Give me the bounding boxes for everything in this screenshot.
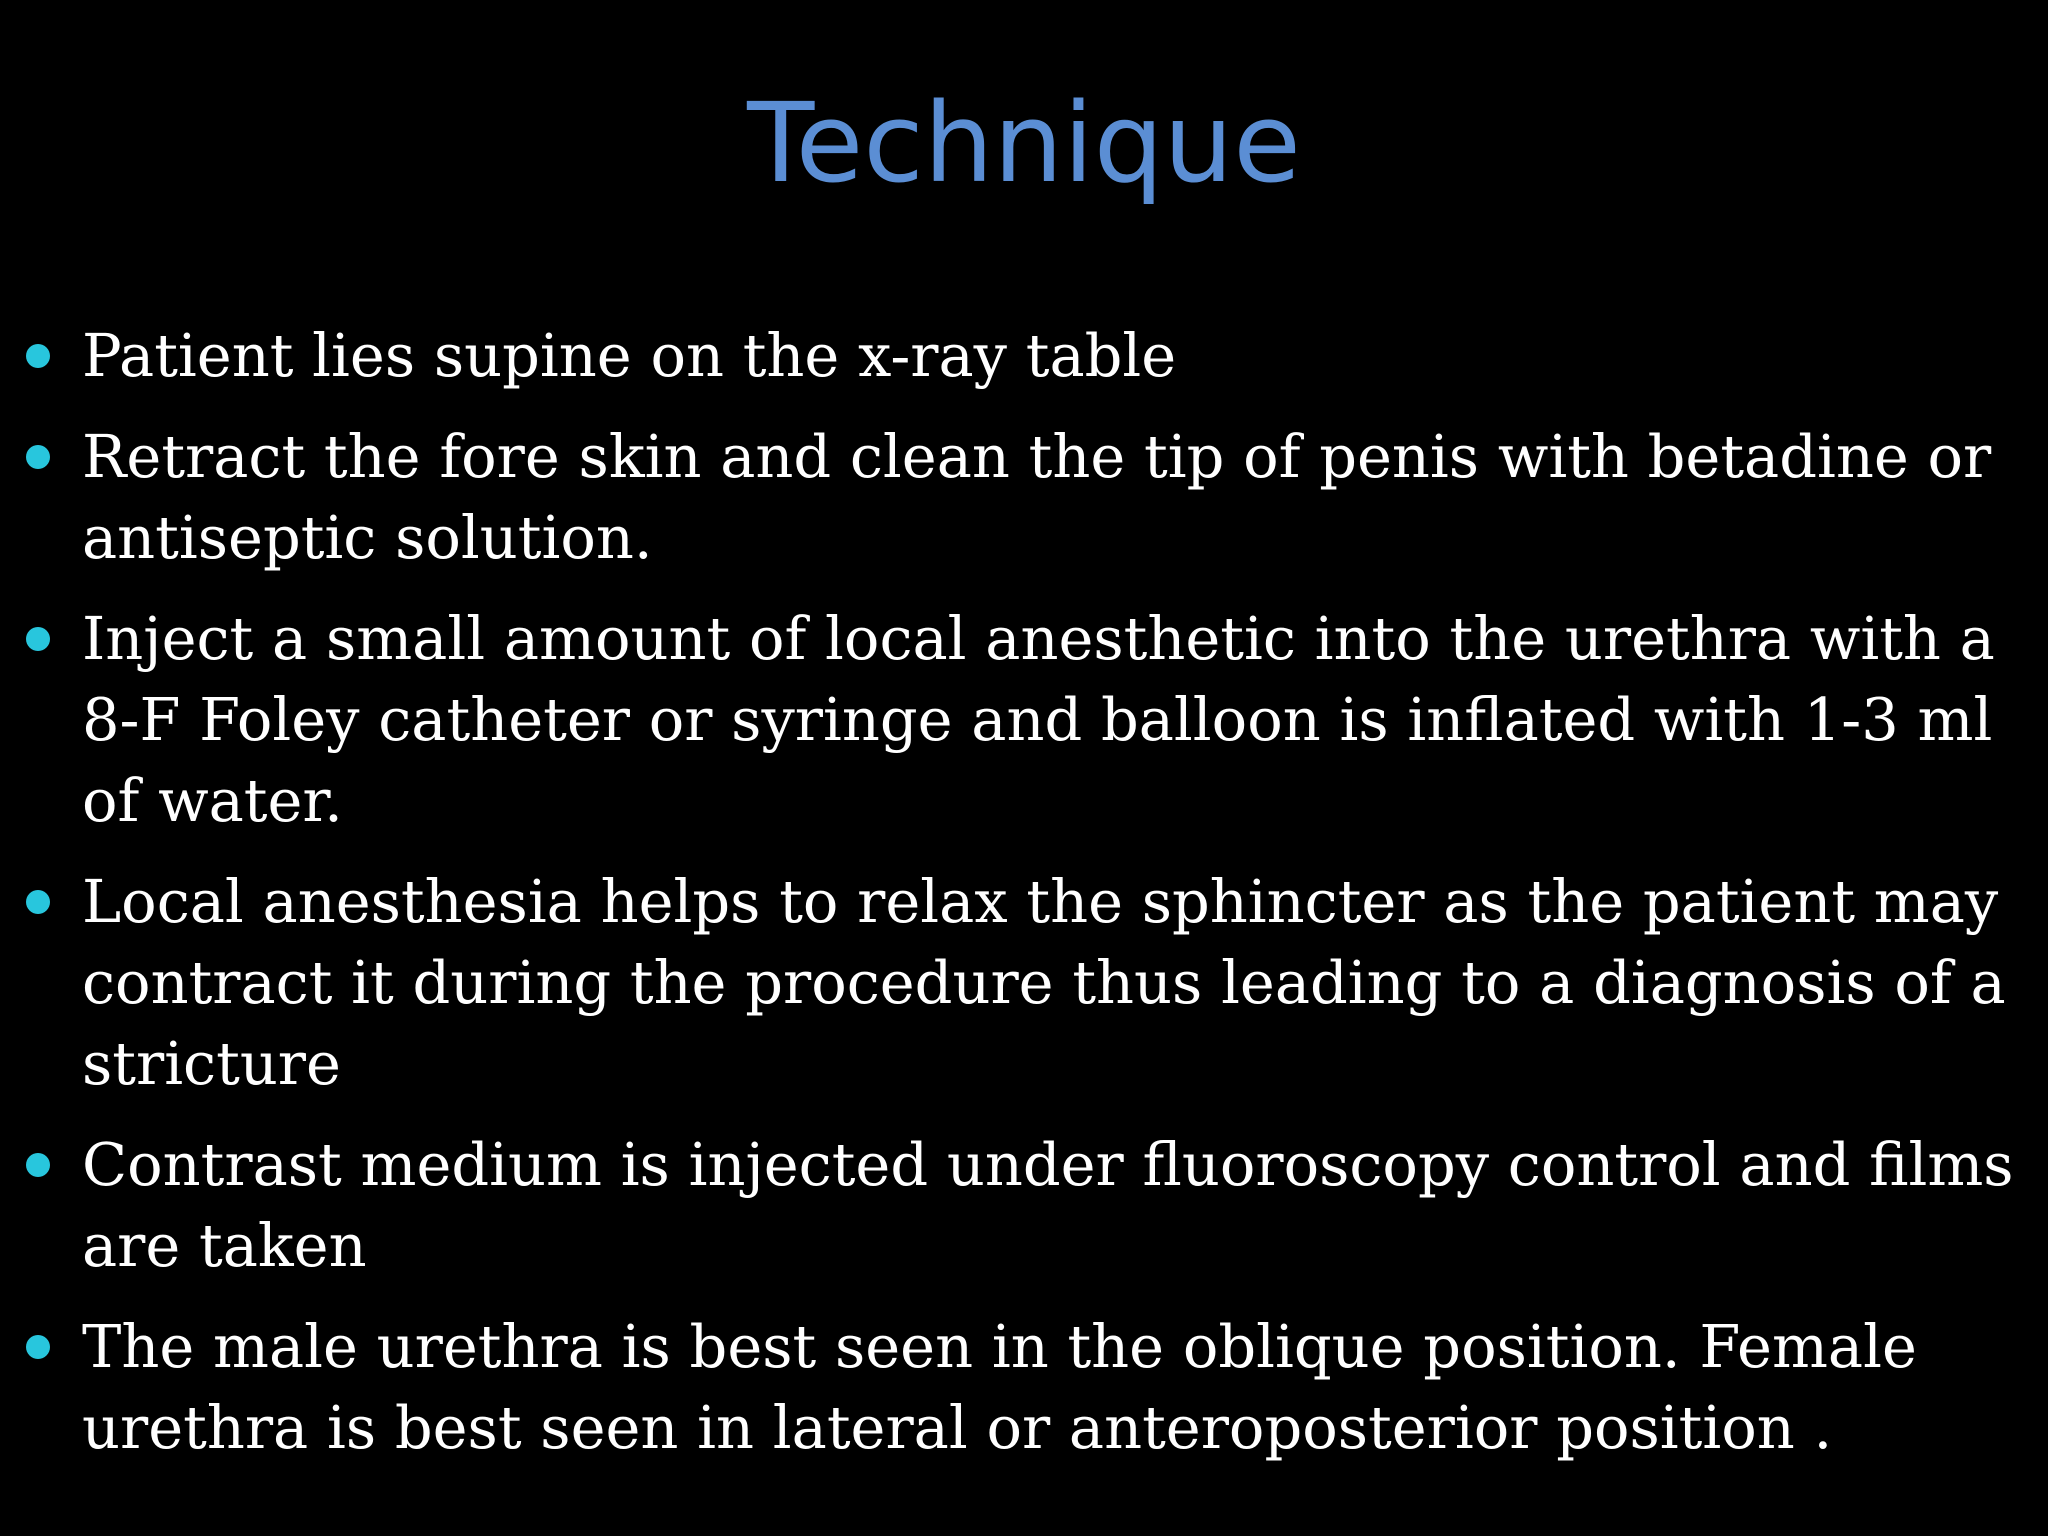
bullet-dot-icon — [26, 1335, 50, 1359]
bullet-item — [20, 861, 2020, 1104]
bullet-item — [20, 598, 2020, 841]
bullet-item — [20, 1124, 2020, 1286]
bullet-text: Retract the fore skin and clean the tip of penis with betadine or antiseptic solution. — [82, 422, 1992, 572]
bullet-dot-icon — [26, 890, 50, 914]
bullet-text: Inject a small amount of local anesthetic into the urethra with a 8-F Foley catheter or syringe and balloon is inflated with 1-3 ml of water. — [82, 604, 1995, 835]
bullet-text: Local anesthesia helps to relax the sphincter as the patient may contract it during the procedure thus leading to a diagnosis of a stricture — [82, 867, 2006, 1098]
bullet-list — [20, 315, 2020, 1488]
bullet-text: Contrast medium is injected under fluoroscopy control and films are taken — [82, 1130, 2014, 1280]
bullet-dot-icon — [26, 627, 50, 651]
bullet-item — [20, 416, 2020, 578]
bullet-dot-icon — [26, 1153, 50, 1177]
slide-title: Technique — [747, 79, 1301, 207]
bullet-text: The male urethra is best seen in the oblique position. Female urethra is best seen in lateral or anteroposterior position . — [82, 1312, 1917, 1462]
bullet-item — [20, 1306, 2020, 1468]
bullet-dot-icon — [26, 344, 50, 368]
bullet-text: Patient lies supine on the x-ray table — [82, 321, 1177, 390]
bullet-dot-icon — [26, 445, 50, 469]
bullet-item — [20, 315, 2020, 396]
